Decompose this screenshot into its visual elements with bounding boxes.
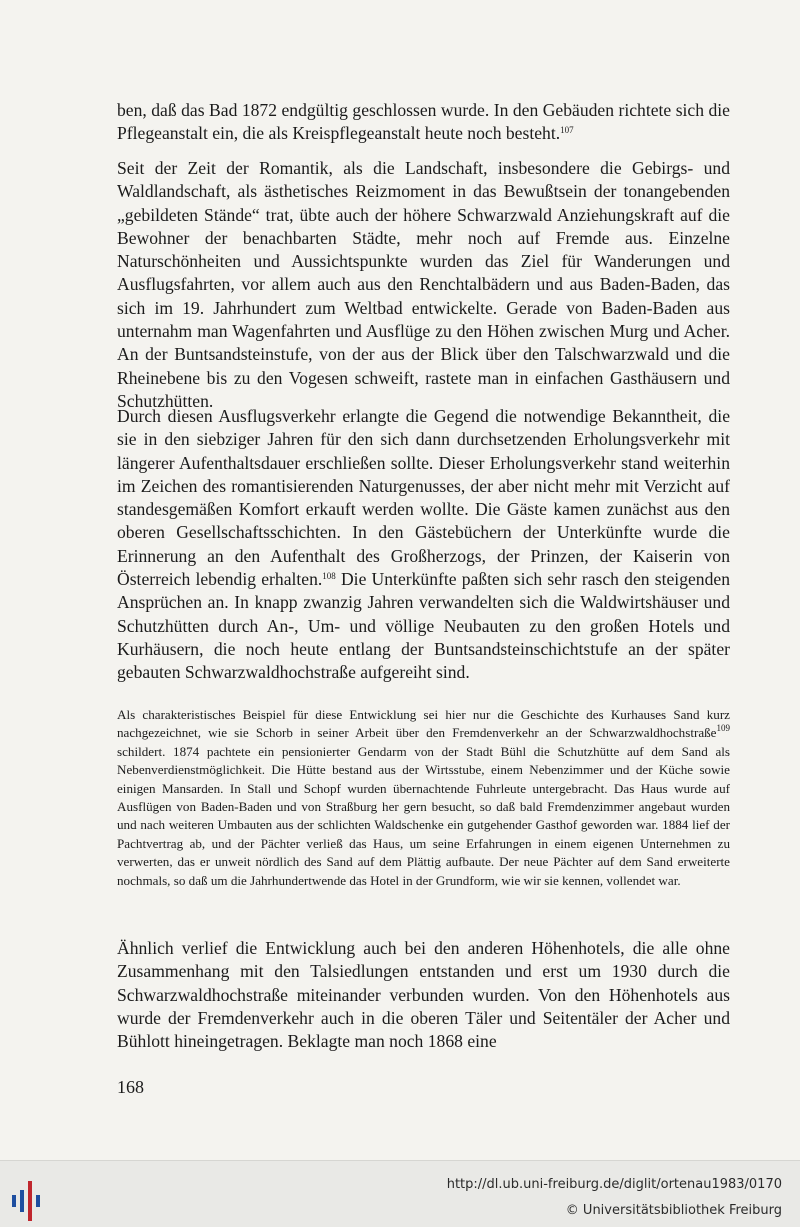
paragraph-3-text-a: Durch diesen Ausflugsverkehr erlangte die Gegend die notwendige Bekanntheit, die sie in den siebziger Jahren für den sich dann durchsetzenden Erholungsverkehr mit längerer Aufenthaltsdauer erschließen sollte. Dieser Erholungsverkehr stand weiterhin im Zeichen des romantisierenden Naturgenusses, der aber nicht mehr mit Verzicht auf standesgemäßen Komfort erkauft werden wollte. Die Gäste kamen zunächst aus den oberen Gesellschaftsschichten. In den Gästebüchern der Unterkünfte wurde die Erinnerung an den Aufenthalt des Großherzogs, der Prinzen, der Kaiserin von Österreich lebendig erhalten. [117,406,730,590]
paragraph-2: Seit der Zeit der Romantik, als die Landschaft, insbesondere die Gebirgs- und Waldlandschaft, als ästhetisches Reizmoment in das Bewußtsein der tonangebenden „gebildeten Stände“ trat, übte auch der höhere Schwarzwald Anziehungskraft auf die Bewohner der benachbarten Städte, mehr noch auf Fremde aus. Einzelne Naturschönheiten und Aussichtspunkte wurden das Ziel für Wanderungen und Ausflugsfahrten, vor allem auch aus den Renchtalbädern und aus Baden-Baden, das sich im 19. Jahrhundert zum Weltbad entwickelte. Gerade von Baden-Baden aus unternahm man Wagenfahrten und Ausflüge zu den Höhen zwischen Murg und Acher. An der Buntsandsteinstufe, von der aus der Blick über den Talschwarzwald und die Rheinebene bis zu den Vogesen schweift, rastete man in einfachen Gasthäusern und Schutzhütten. [117,158,730,411]
viewer-footer [0,1160,800,1227]
paragraph-1-text: ben, daß das Bad 1872 endgültig geschlossen wurde. In den Gebäuden richtete sich die Pflegeanstalt ein, die als Kreispflegeanstalt heute noch besteht. [117,100,730,144]
paragraph-3-text-b: Die Unterkünfte paßten sich sehr rasch den steigenden Ansprüchen an. In knapp zwanzig Jahren verwandelten sich die Waldwirtshäuser und Schutzhütten durch An-, Um- und völlige Neubauten zu den großen Hotels und Kurhäusern, die noch heute entlang der Buntsandsteinschichtstufe an der später gebauten Schwarzwaldhochstraße aufgereiht sind. [117,569,730,683]
excursus-text-b: schildert. 1874 pachtete ein pensionierter Gendarm von der Stadt Bühl die Schutzhütte auf dem Sand als Nebenverdienstmöglichkeit. Die Hütte bestand aus der Wirtsstube, einem Nebenzimmer und der Küche sowie einigen Mansarden. In Stall und Schopf wurden übernachtende Fuhrleute untergebracht. Das Haus wurde auf Ausflügen von Baden-Baden und von Straßburg her gern besucht, so daß bald Fremdenzimmer angebaut wurden und nach weiteren Umbauten aus der schlichten Waldschenke ein gutgehender Gasthof geworden war. 1884 lief der Pachtvertrag ab, und der Pächter verließ das Haus, um seine Erfahrungen in einem eigenen Unternehmen zu verwerten, das er unweit nördlich des Sand auf dem Plättig aufbaute. Der neue Pächter auf dem Sand erweiterte nochmals, so daß um die Jahrhundertwende das Hotel in der Grundform, wie wir sie kennen, vollendet war. [117,743,730,888]
library-logo-icon [10,1181,46,1221]
footnote-ref-107: 107 [560,125,574,136]
paragraph-4: Ähnlich verlief die Entwicklung auch bei den anderen Höhenhotels, die alle ohne Zusammenhang mit den Talsiedlungen entstanden und erst um 1930 durch die Schwarzwaldhochstraße miteinander verbunden wurden. Von den Höhenhotels aus wurde der Fremdenverkehr auch in die oberen Täler und Seitentäler der Acher und Bühlott hineingetragen. Beklagte man noch 1868 eine [117,938,730,1052]
footnote-ref-108: 108 [322,571,336,582]
copyright-notice: © Universitätsbibliothek Freiburg [565,1203,782,1218]
permalink-url[interactable]: http://dl.ub.uni-freiburg.de/diglit/ortenau1983/0170 [446,1177,782,1192]
paragraph-3 [117,405,730,685]
excursus-text-a: Als charakteristisches Beispiel für diese Entwicklung sei hier nur die Geschichte des Kurhauses Sand kurz nachgezeichnet, wie sie Schorb in seiner Arbeit über den Fremdenverkehr an der Schwarzwaldhochstraße [117,707,730,741]
page-number: 168 [117,1077,144,1097]
small-print-excursus [117,706,730,890]
paragraph-1 [117,99,730,146]
footnote-ref-109: 109 [716,723,730,734]
